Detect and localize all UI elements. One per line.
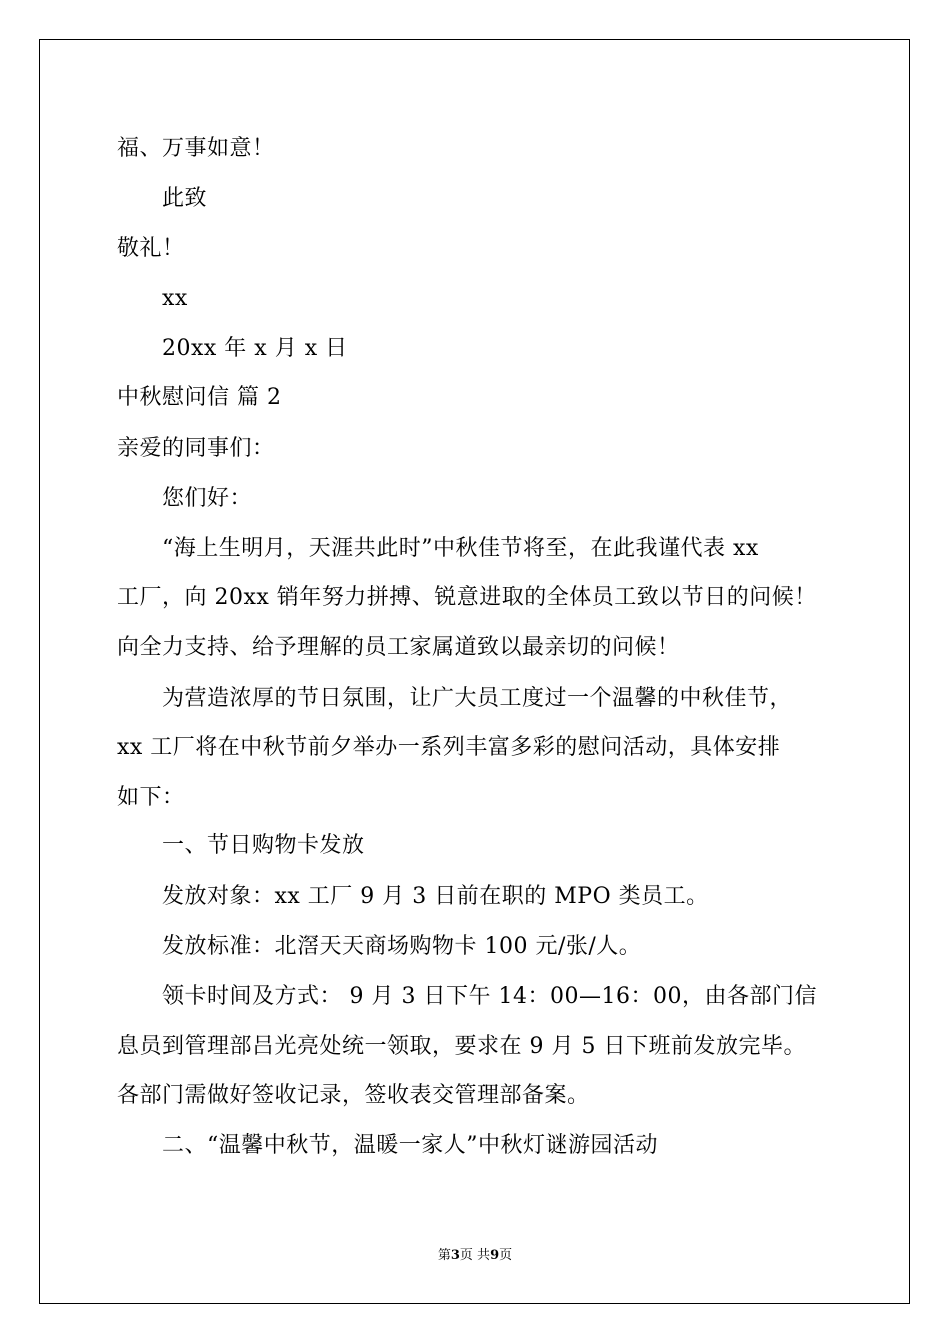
- greeting-hello: 您们好：: [162, 486, 253, 511]
- salutation-jingli: 敬礼！: [117, 236, 185, 261]
- signature-name: xx: [162, 286, 188, 311]
- paragraph-line: 息员到管理部吕光亮处统一领取，要求在 9 月 5 日下班前发放完毕。: [117, 1034, 806, 1059]
- paragraph-line: xx 工厂将在中秋节前夕举办一系列丰富多彩的慰问活动，具体安排: [117, 735, 781, 760]
- subsection-heading: 二、“温馨中秋节，温暖一家人”中秋灯谜游园活动: [162, 1133, 658, 1158]
- letter-closing-wishes: 福、万事如意！: [117, 136, 275, 161]
- footer-current-page: 3: [450, 1248, 460, 1263]
- paragraph-line: 发放对象：xx 工厂 9 月 3 日前在职的 MPO 类员工。: [162, 884, 709, 909]
- footer-suffix: 页: [499, 1248, 513, 1263]
- page-border: [39, 39, 910, 1304]
- signature-date: 20xx 年 x 月 x 日: [162, 336, 348, 361]
- paragraph-line: 为营造浓厚的节日氛围，让广大员工度过一个温馨的中秋佳节，: [162, 686, 793, 711]
- paragraph-line: 如下：: [117, 785, 185, 810]
- section-heading: 中秋慰问信 篇 2: [117, 385, 282, 410]
- paragraph-line: 向全力支持、给予理解的员工家属道致以最亲切的问候！: [117, 635, 680, 660]
- greeting-colleagues: 亲爱的同事们：: [117, 436, 275, 461]
- subsection-heading: 一、节日购物卡发放: [162, 833, 365, 858]
- footer-prefix: 第: [437, 1248, 451, 1263]
- paragraph-line: 工厂，向 20xx 销年努力拼搏、锐意进取的全体员工致以节日的问候！: [117, 585, 817, 610]
- page-number-footer: [0, 1247, 950, 1265]
- salutation-cizhi: 此致: [162, 186, 208, 211]
- footer-total-pages: 9: [490, 1248, 500, 1263]
- paragraph-line: 发放标准：北滘天天商场购物卡 100 元/张/人。: [162, 934, 642, 959]
- paragraph-line: 各部门需做好签收记录，签收表交管理部备案。: [117, 1083, 590, 1108]
- paragraph-line: “海上生明月，天涯共此时”中秋佳节将至，在此我谨代表 xx: [162, 536, 759, 561]
- footer-middle: 页 共: [459, 1248, 491, 1263]
- paragraph-line: 领卡时间及方式： 9 月 3 日下午 14：00—16：00，由各部门信: [162, 984, 817, 1009]
